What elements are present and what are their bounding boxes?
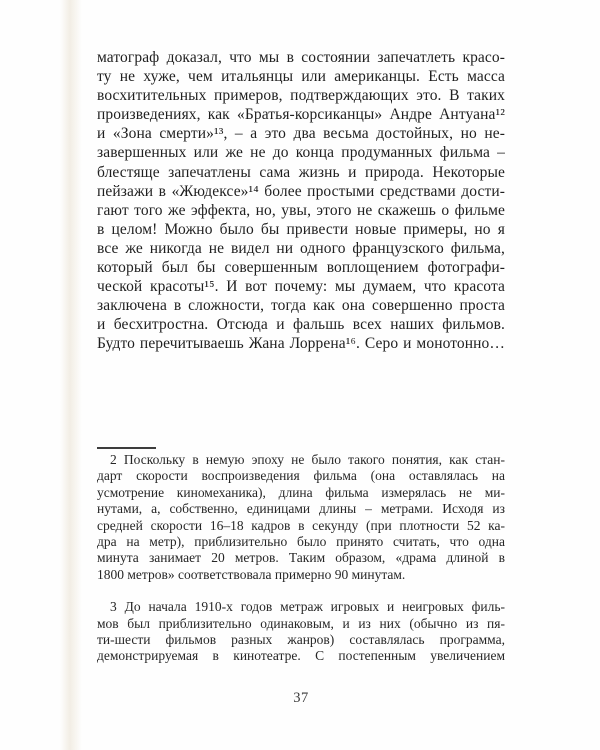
text-line: заключена в сложности, тогда как она совершенно проста — [97, 297, 505, 315]
text-line: и «Зона смерти»¹³, – а это два весьма достойных, но не- — [97, 125, 505, 143]
footnote — [97, 452, 505, 583]
text-line: блестяще запечатлены сама жизнь и природа. Некоторые — [97, 163, 505, 181]
text-line: матограф доказал, что мы в состоянии запечатлеть красо- — [97, 49, 505, 66]
text-line: дарт скорости воспроизведения фильма (она оставлялась на — [97, 468, 505, 484]
page-number: 37 — [293, 690, 309, 706]
text-line: усмотрение киномеханика), длина фильма измерялась не ми- — [97, 484, 505, 500]
footnote-separator — [97, 447, 156, 449]
text-line: дра на метр), приблизительно было принято считать, что одна — [97, 533, 505, 549]
text-line: завершенных или же не до конца продуманных фильма – — [97, 144, 505, 162]
text-line: мов был приблизительно одинаковым, и из них (обычно из пя- — [97, 615, 505, 631]
page-gutter-shadow — [60, 0, 82, 750]
text-line: ти-шести фильмов разных жанров) составлялась программа, — [97, 631, 505, 647]
footnote — [97, 599, 505, 665]
text-line: нутами, а, собственно, единицами длины – метрами. Исходя из — [97, 501, 505, 517]
text-line: в целом! Можно было бы привести новые примеры, но я — [97, 220, 505, 238]
text-line: минута занимает 20 метров. Таким образом, «драма длиной в — [97, 550, 505, 566]
text-line: средней скорости 16–18 кадров в секунду (при плотности 52 ка- — [97, 517, 505, 533]
text-line: все же никогда не видел ни одного французского фильма, — [97, 239, 505, 257]
text-line: пейзажи в «Жюдексе»¹⁴ более простыми средствами дости- — [97, 182, 505, 200]
text-line: гают того же эффекта, но, увы, этого не скажешь о фильме — [97, 201, 505, 219]
text-line: который был бы совершенным воплощением фотографи- — [97, 259, 505, 277]
text-line: 1800 метров» соответствовала примерно 90 минутам. — [97, 566, 406, 582]
footnotes-section — [97, 452, 505, 665]
text-line: 3 До начала 1910-х годов метраж игровых и неигровых филь- — [110, 599, 505, 615]
text-line: 2 Поскольку в немую эпоху не было такого понятия, как стан- — [110, 452, 505, 467]
text-line: и бесхитростна. Отсюда и фальшь всех наших фильмов. — [97, 316, 505, 334]
text-line: ческой красоты¹⁵. И вот почему: мы думаем, что красота — [97, 278, 505, 296]
text-line: ту не хуже, чем итальянцы или американцы. Есть масса — [97, 68, 505, 86]
text-line: демонстрируемая в кинотеатре. С постепенным увеличением — [97, 648, 505, 664]
body-paragraph — [97, 48, 505, 354]
text-line: произведениях, как «Братья-корсиканцы» Андре Антуана¹² — [97, 106, 505, 124]
text-line: восхитительных примеров, подтверждающих это. В таких — [97, 87, 505, 105]
text-line: Будто перечитываешь Жана Лоррена¹⁶. Серо и монотонно… — [97, 335, 505, 353]
